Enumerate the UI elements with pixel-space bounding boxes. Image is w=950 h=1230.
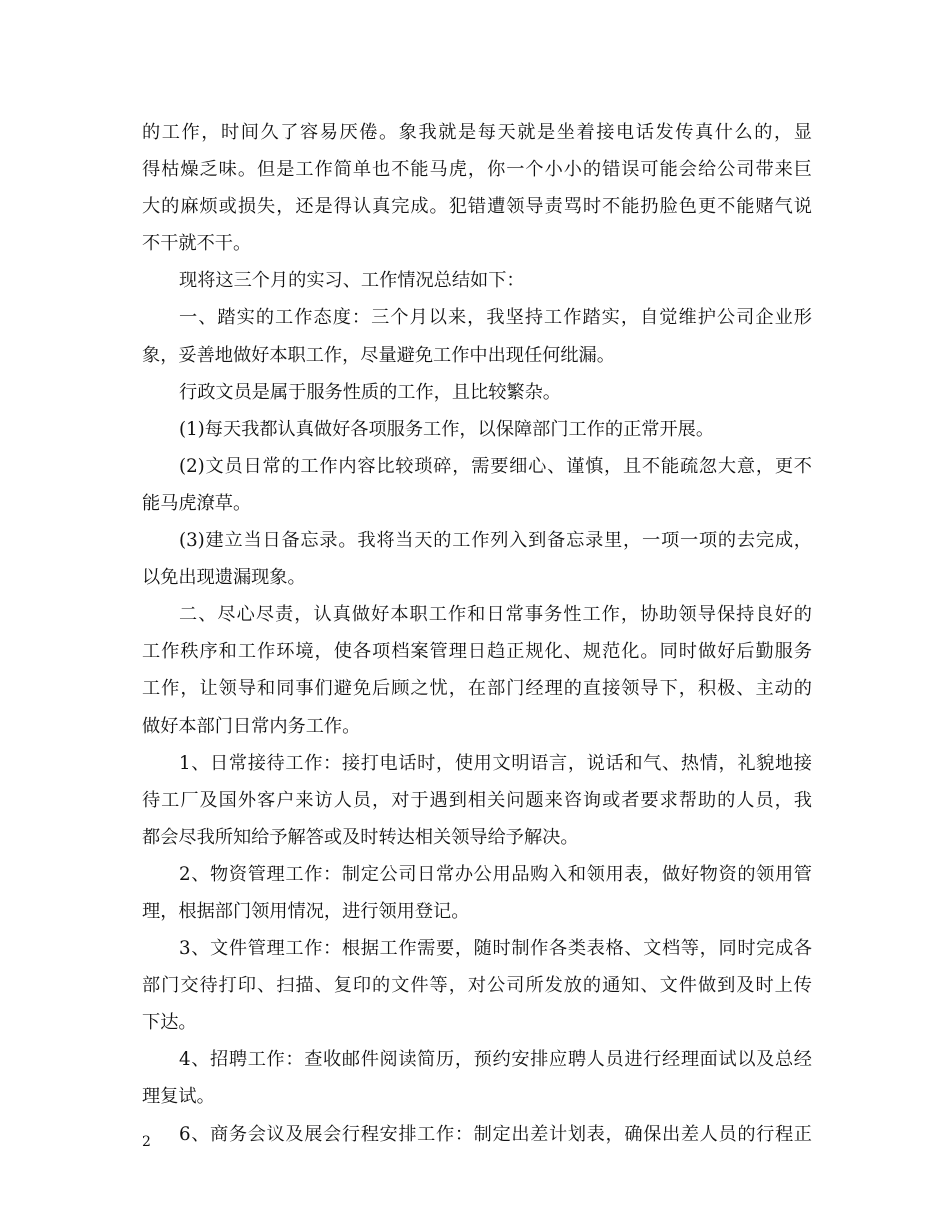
text-line: 一、踏实的工作态度：三个月以来，我坚持工作踏实，自觉维护公司企业形 [179,307,812,329]
text-line: 工作，让领导和同事们避免后顾之忧，在部门经理的直接领导下，积极、主动的 [142,678,812,700]
text-line: 得枯燥乏味。但是工作简单也不能马虎，你一个小小的错误可能会给公司带来巨 [142,159,812,181]
text-line: 下达。 [142,1012,197,1034]
text-line: 的工作，时间久了容易厌倦。象我就是每天就是坐着接电话发传真什么的，显 [142,122,812,143]
text-line: 不干就不干。 [142,233,252,255]
text-line: 4、招聘工作：查收邮件阅读简历，预约安排应聘人员进行经理面试以及总经 [179,1049,812,1071]
text-line: 部门交待打印、扫描、复印的文件等，对公司所发放的通知、文件做到及时上传 [142,975,812,997]
text-line: 现将这三个月的实习、工作情况总结如下： [179,270,525,292]
text-line: (2)文员日常的工作内容比较琐碎，需要细心、谨慎，且不能疏忽大意，更不 [179,455,812,477]
text-line: 二、尽心尽责，认真做好本职工作和日常事务性工作，协助领导保持良好的 [179,604,812,626]
text-line: 行政文员是属于服务性质的工作，且比较繁杂。 [179,381,561,403]
text-line: (1)每天我都认真做好各项服务工作，以保障部门工作的正常开展。 [179,418,715,440]
text-line: 理，根据部门领用情况，进行领用登记。 [142,900,470,922]
text-line: 待工厂及国外客户来访人员，对于遇到相关问题来咨询或者要求帮助的人员，我 [142,789,812,811]
text-line: 做好本部门日常内务工作。 [142,715,361,737]
text-line: 6、商务会议及展会行程安排工作：制定出差计划表，确保出差人员的行程正 [179,1123,812,1145]
text-line: 3、文件管理工作：根据工作需要，随时制作各类表格、文档等，同时完成各 [179,938,812,960]
text-line: 以免出现遗漏现象。 [142,567,306,589]
text-line: 1、日常接待工作：接打电话时，使用文明语言，说话和气、热情，礼貌地接 [179,752,812,774]
text-line: 理复试。 [142,1086,215,1108]
text-line: 2、物资管理工作：制定公司日常办公用品购入和领用表，做好物资的领用管 [179,863,812,885]
text-line: 都会尽我所知给予解答或及时转达相关领导给予解决。 [142,826,579,848]
text-line: (3)建立当日备忘录。我将当天的工作列入到备忘录里，一项一项的去完成， [179,530,812,552]
text-line: 工作秩序和工作环境，使各项档案管理日趋正规化、规范化。同时做好后勤服务 [142,641,812,663]
document-body [142,114,812,1153]
text-line: 象，妥善地做好本职工作，尽量避免工作中出现任何纰漏。 [142,344,615,366]
text-line: 大的麻烦或损失，还是得认真完成。犯错遭领导责骂时不能扔脸色更不能赌气说 [142,196,812,218]
text-line: 能马虎潦草。 [142,492,252,514]
page-number: 2 [142,1134,151,1150]
